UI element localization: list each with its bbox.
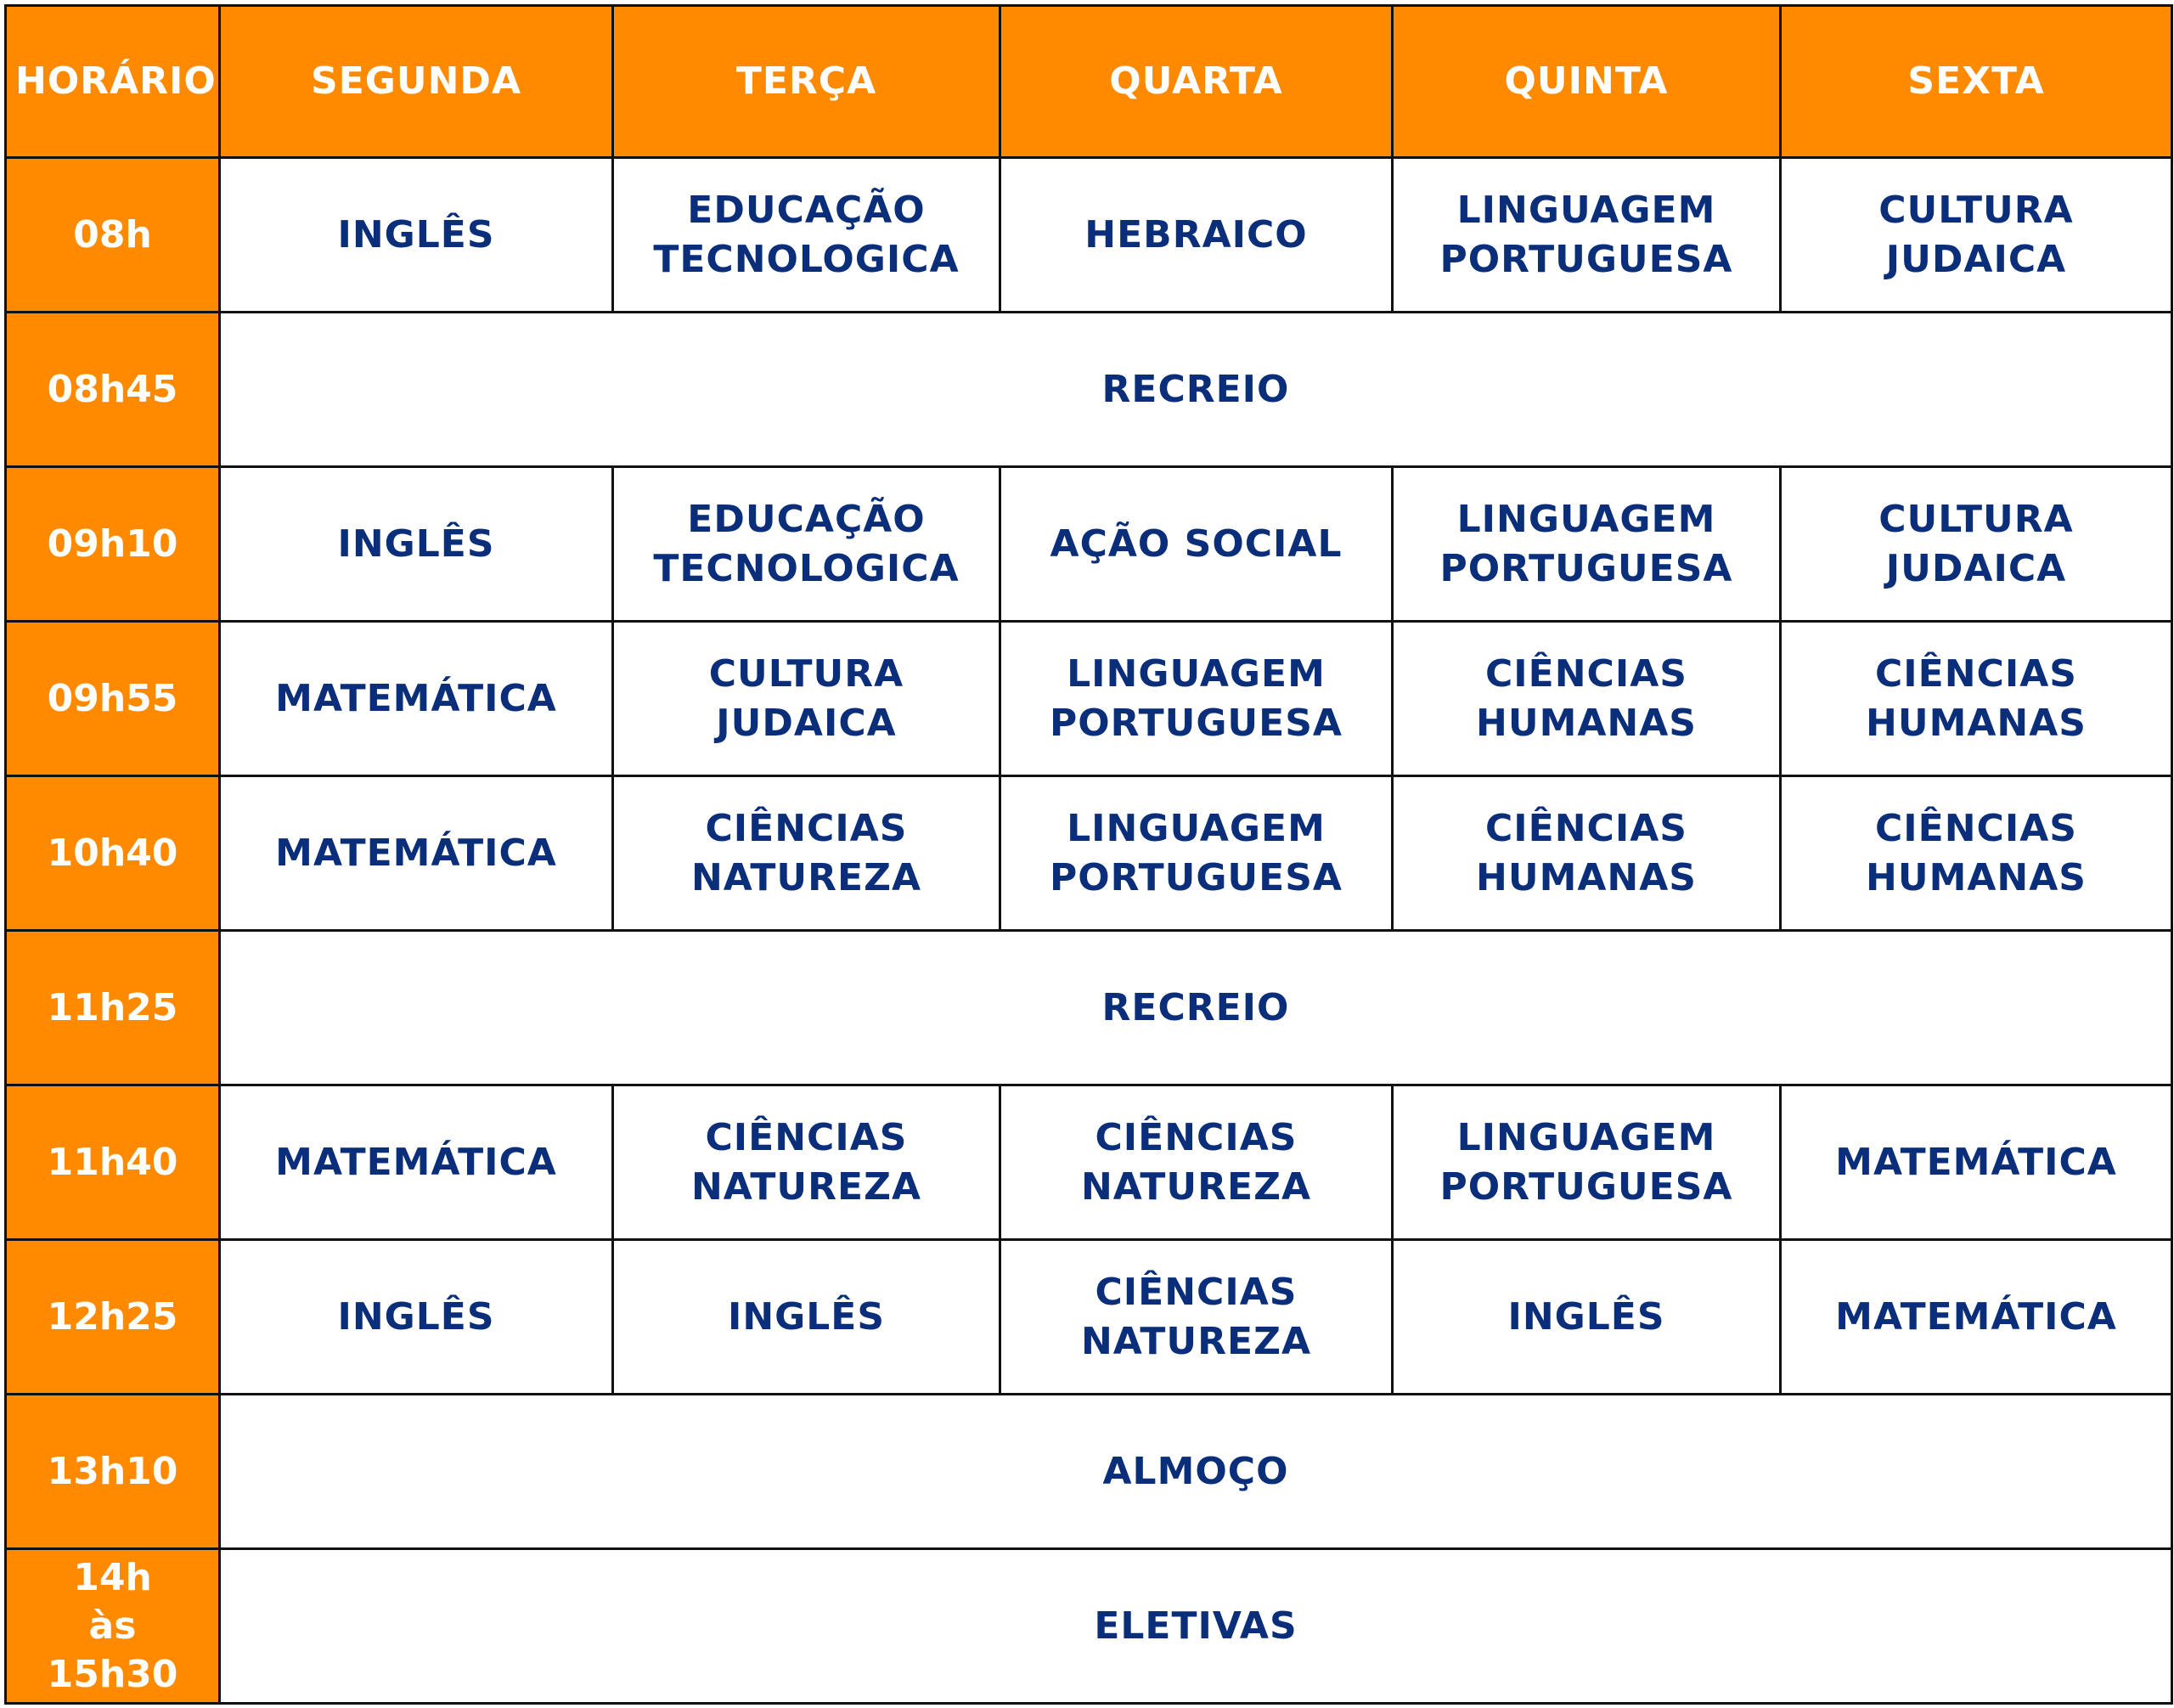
electives-cell: ELETIVAS <box>220 1549 2172 1704</box>
schedule-row <box>6 776 2172 931</box>
subject-cell: CULTURA JUDAICA <box>1781 158 2172 313</box>
schedule-row <box>6 1240 2172 1395</box>
header-thursday: QUINTA <box>1393 6 1781 158</box>
subject-cell: LINGUAGEM PORTUGUESA <box>1393 158 1781 313</box>
lunch-cell: ALMOÇO <box>220 1395 2172 1549</box>
subject-cell: CIÊNCIAS NATUREZA <box>1000 1240 1393 1395</box>
schedule-row <box>6 467 2172 622</box>
time-cell: 08h <box>6 158 220 313</box>
header-tuesday: TERÇA <box>613 6 1000 158</box>
schedule-row <box>6 622 2172 776</box>
time-cell: 09h55 <box>6 622 220 776</box>
subject-cell: CIÊNCIAS NATUREZA <box>613 776 1000 931</box>
time-cell: 14h às 15h30 <box>6 1549 220 1704</box>
time-cell: 13h10 <box>6 1395 220 1549</box>
header-monday: SEGUNDA <box>220 6 613 158</box>
subject-cell: LINGUAGEM PORTUGUESA <box>1393 1085 1781 1240</box>
subject-cell: INGLÊS <box>220 467 613 622</box>
header-friday: SEXTA <box>1781 6 2172 158</box>
subject-cell: LINGUAGEM PORTUGUESA <box>1000 622 1393 776</box>
break-row <box>6 313 2172 467</box>
time-cell: 11h25 <box>6 931 220 1085</box>
electives-row <box>6 1549 2172 1704</box>
subject-cell: CIÊNCIAS HUMANAS <box>1781 622 2172 776</box>
class-schedule-table <box>4 4 2173 1705</box>
lunch-row <box>6 1395 2172 1549</box>
subject-cell: CIÊNCIAS HUMANAS <box>1781 776 2172 931</box>
break-cell: RECREIO <box>220 313 2172 467</box>
subject-cell: CIÊNCIAS HUMANAS <box>1393 776 1781 931</box>
subject-cell: MATEMÁTICA <box>1781 1085 2172 1240</box>
subject-cell: CIÊNCIAS HUMANAS <box>1393 622 1781 776</box>
subject-cell: AÇÃO SOCIAL <box>1000 467 1393 622</box>
subject-cell: CIÊNCIAS NATUREZA <box>1000 1085 1393 1240</box>
header-time: HORÁRIO <box>6 6 220 158</box>
time-cell: 12h25 <box>6 1240 220 1395</box>
time-cell: 10h40 <box>6 776 220 931</box>
subject-cell: MATEMÁTICA <box>220 622 613 776</box>
time-cell: 11h40 <box>6 1085 220 1240</box>
schedule-row <box>6 158 2172 313</box>
subject-cell: INGLÊS <box>613 1240 1000 1395</box>
time-cell: 09h10 <box>6 467 220 622</box>
subject-cell: LINGUAGEM PORTUGUESA <box>1393 467 1781 622</box>
subject-cell: MATEMÁTICA <box>220 776 613 931</box>
time-cell: 08h45 <box>6 313 220 467</box>
subject-cell: HEBRAICO <box>1000 158 1393 313</box>
subject-cell: CULTURA JUDAICA <box>1781 467 2172 622</box>
subject-cell: INGLÊS <box>1393 1240 1781 1395</box>
schedule-row <box>6 1085 2172 1240</box>
break-row <box>6 931 2172 1085</box>
subject-cell: INGLÊS <box>220 158 613 313</box>
subject-cell: CULTURA JUDAICA <box>613 622 1000 776</box>
header-wednesday: QUARTA <box>1000 6 1393 158</box>
subject-cell: MATEMÁTICA <box>1781 1240 2172 1395</box>
subject-cell: MATEMÁTICA <box>220 1085 613 1240</box>
subject-cell: EDUCAÇÃO TECNOLOGICA <box>613 158 1000 313</box>
subject-cell: LINGUAGEM PORTUGUESA <box>1000 776 1393 931</box>
subject-cell: EDUCAÇÃO TECNOLOGICA <box>613 467 1000 622</box>
subject-cell: INGLÊS <box>220 1240 613 1395</box>
header-row <box>6 6 2172 158</box>
subject-cell: CIÊNCIAS NATUREZA <box>613 1085 1000 1240</box>
break-cell: RECREIO <box>220 931 2172 1085</box>
